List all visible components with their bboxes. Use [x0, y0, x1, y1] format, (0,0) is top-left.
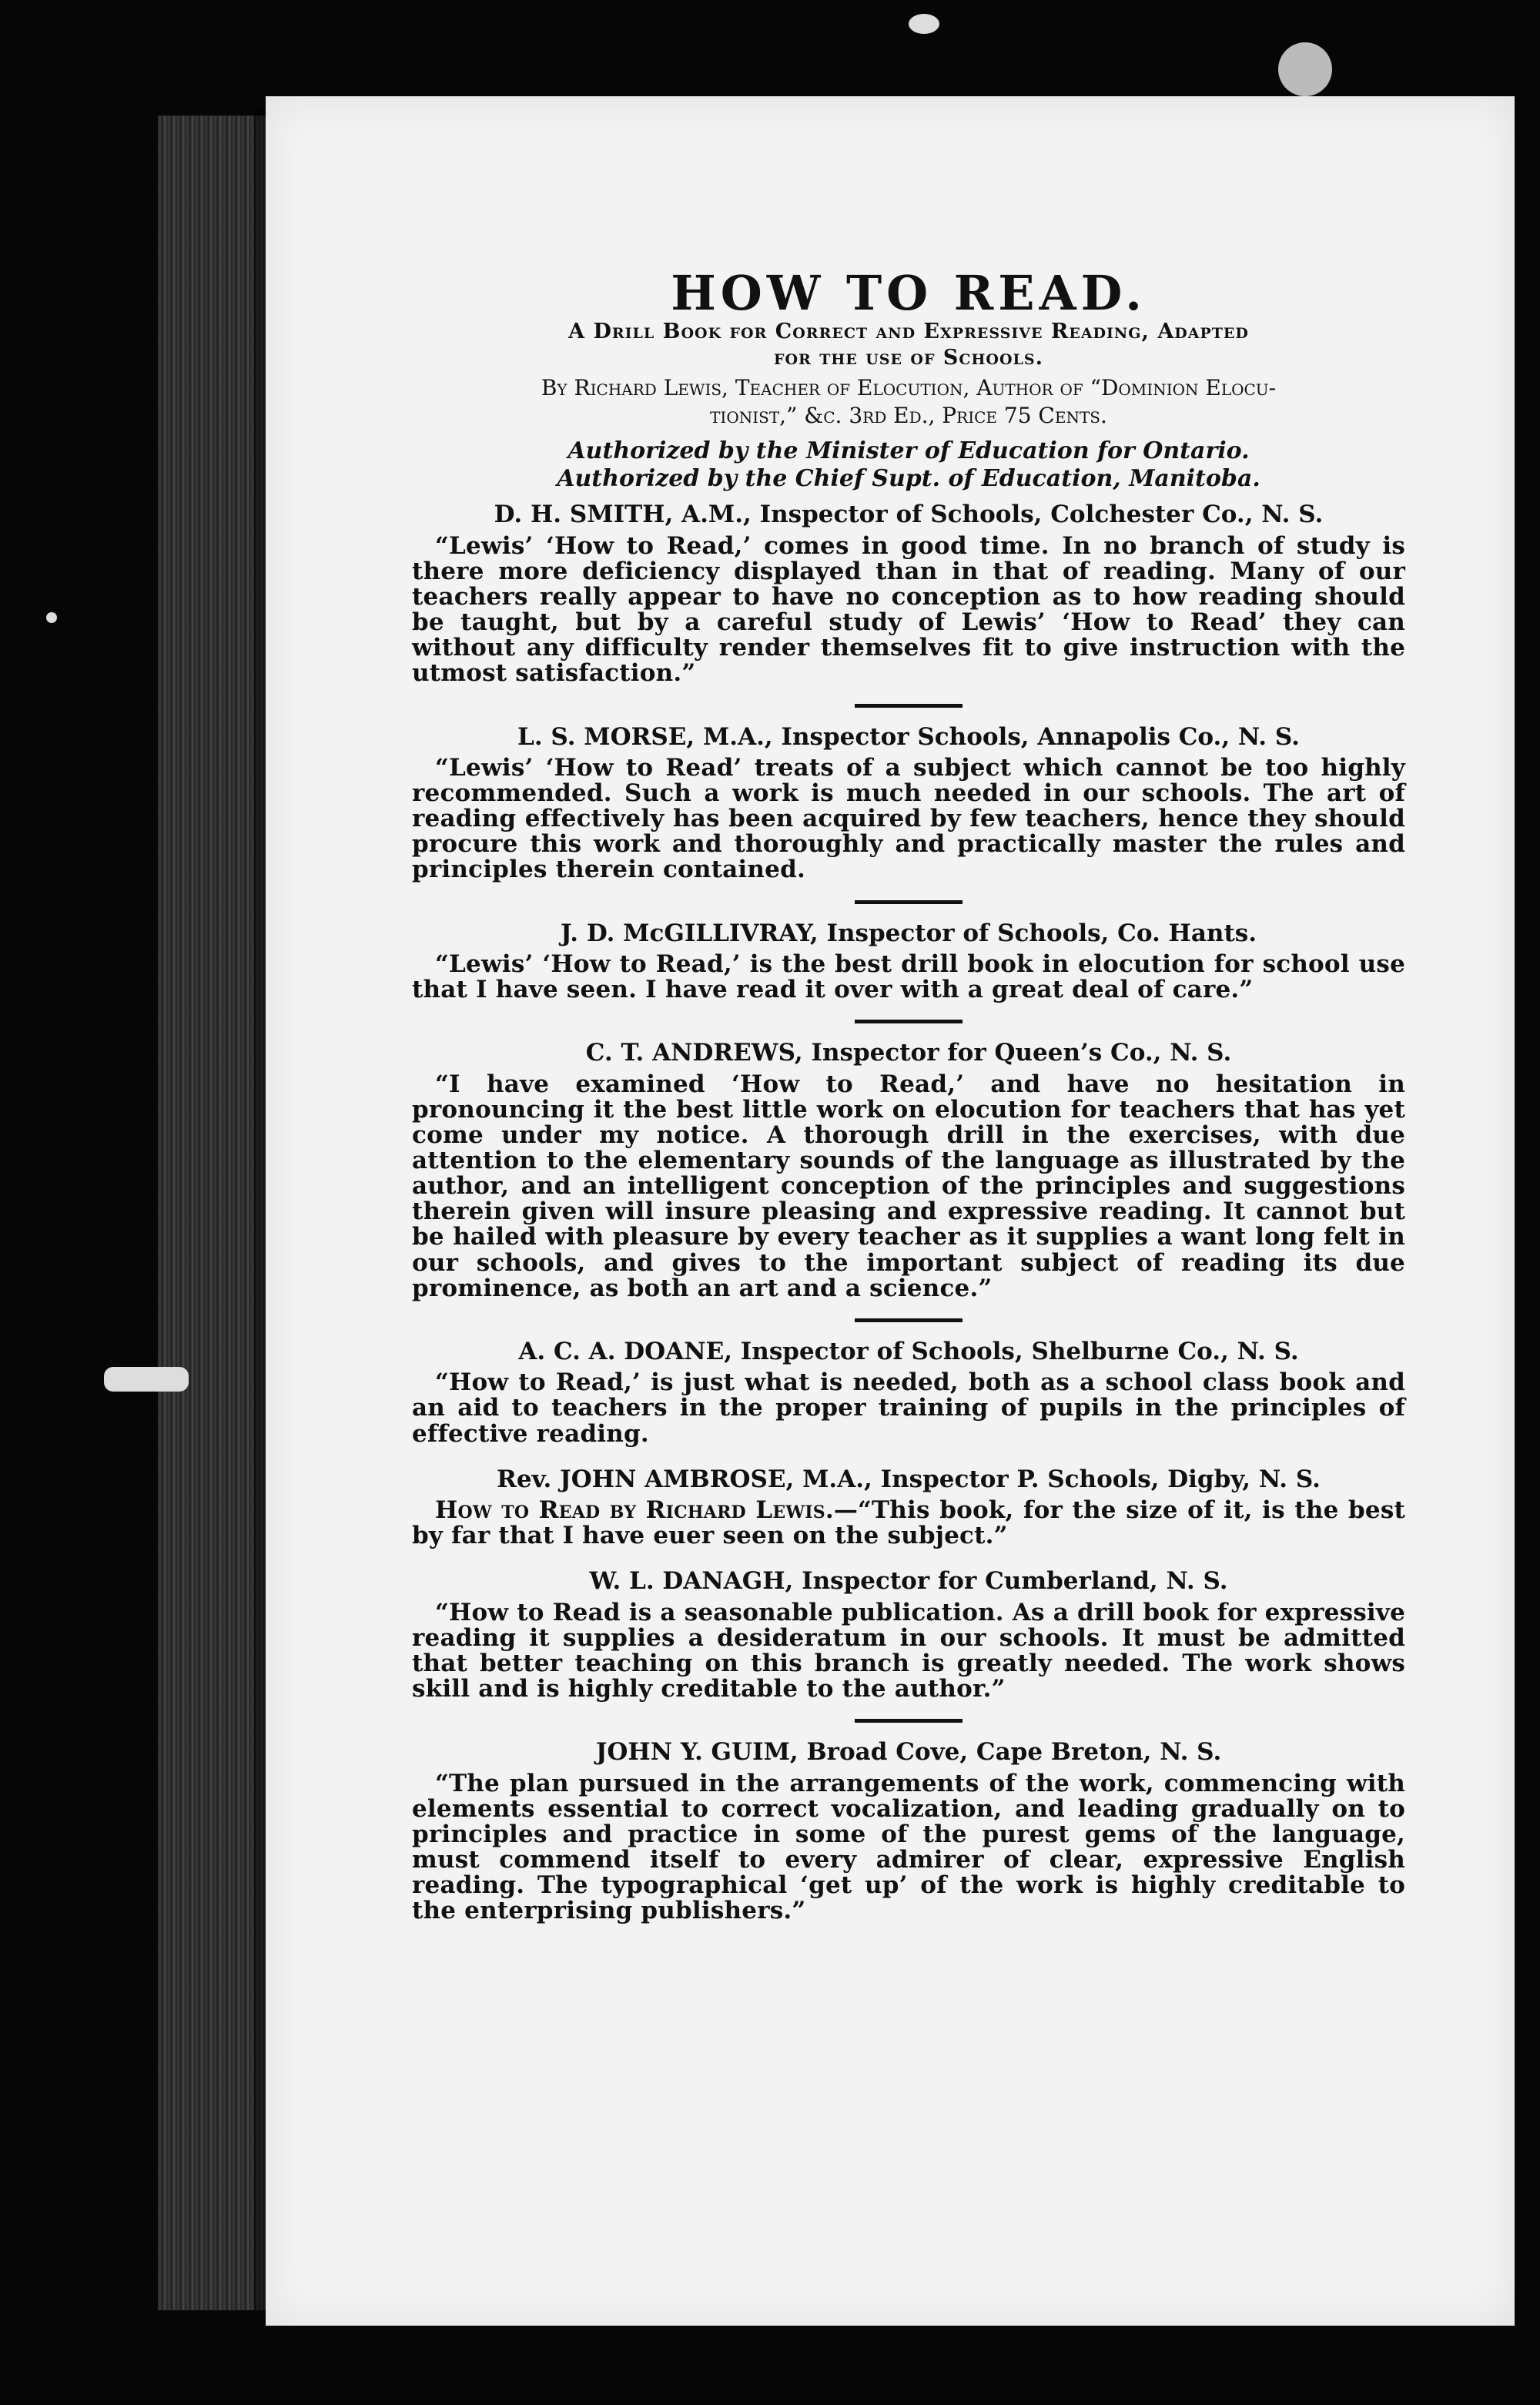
book-page [266, 96, 1515, 2326]
byline-line-2: tionist,” &c. 3rd Ed., Price 75 Cents. [710, 402, 1107, 428]
testimonial-author: L. S. MORSE, M.A., Inspector Schools, Annapolis Co., N. S. [517, 722, 1300, 751]
testimonial-text: “Lewis’ ‘How to Read,’ is the best drill book in elocution for school use that I have seen. I have read it over with a great deal of care.” [412, 950, 1405, 1004]
divider-rule [855, 704, 962, 708]
testimonial-author: C. T. ANDREWS, Inspector for Queen’s Co., N. S. [585, 1039, 1232, 1067]
divider-rule [855, 1318, 962, 1322]
testimonial-text: “Lewis’ ‘How to Read’ treats of a subject which cannot be too highly recommended. Such a work is much needed in our schools. The art of reading effectively has been acquired by few teachers, hence they should procure this work and thoroughly and practically master the rules and principles therein contained. [412, 753, 1405, 884]
testimonial-author: Rev. JOHN AMBROSE, M.A., Inspector P. Schools, Digby, N. S. [497, 1465, 1321, 1493]
divider-rule [855, 1020, 962, 1023]
authorized-manitoba: Authorized by the Chief Supt. of Education, Manitoba. [557, 465, 1260, 493]
divider-rule [855, 900, 962, 904]
byline-line-1: By Richard Lewis, Teacher of Elocution, Author of “Dominion Elocu- [541, 374, 1277, 400]
page-content [412, 265, 1405, 1925]
authorized-ontario: Authorized by the Minister of Education for Ontario. [567, 437, 1250, 465]
testimonial-author: W. L. DANAGH, Inspector for Cumberland, N. S. [589, 1567, 1228, 1596]
spacer [412, 1447, 1405, 1458]
testimonial-text-body: —“This book, for the size of it, is the best by far that I have euer seen on the subject.” [412, 1496, 1405, 1550]
testimonial-author: JOHN Y. GUIM, Broad Cove, Cape Breton, N. S. [595, 1738, 1222, 1767]
testimonial-author: J. D. McGILLIVRAY, Inspector of Schools, Co. Hants. [560, 919, 1257, 947]
subtitle-line-2: for the use of Schools. [774, 345, 1043, 370]
spacer [412, 1549, 1405, 1559]
subtitle-line-1: A Drill Book for Correct and Expressive Reading, Adapted [568, 320, 1249, 343]
testimonial-text [412, 1498, 1405, 1549]
dust-speck [1278, 42, 1332, 96]
testimonial-text: “How to Read,’ is just what is needed, both as a school class book and an aid to teachers in the proper training of pupils in the principles of effective reading. [412, 1368, 1405, 1448]
book-reference: How to Read by Richard Lewis. [435, 1496, 834, 1524]
page-title: HOW TO READ. [671, 265, 1147, 321]
testimonial-author: A. C. A. DOANE, Inspector of Schools, Shelburne Co., N. S. [518, 1337, 1299, 1365]
dust-speck [104, 1367, 189, 1392]
testimonial-text: “Lewis’ ‘How to Read,’ comes in good time. In no branch of study is there more deficiency displayed than in that of reading. Many of our teachers really appear to have no conception as to how reading should be taught, but by a careful study of Lewis’ ‘How to Read’ they can without any difficulty render themselves fit to give instruction with the utmost satisfaction.” [412, 531, 1405, 688]
testimonial-author: D. H. SMITH, A.M., Inspector of Schools, Colchester Co., N. S. [494, 501, 1324, 529]
testimonial-text: “The plan pursued in the arrangements of the work, commencing with elements essential to correct vocalization, and leading gradually on to principles and practice in some of the purest gems of the language, must commend itself to every admirer of clear, expressive English reading. The typographical ‘get up’ of the work is highly creditable to the enterprising publishers.” [412, 1769, 1405, 1925]
testimonial-text: “How to Read is a seasonable publication. As a drill book for expressive reading it supplies a desideratum in our schools. It must be admitted that better teaching on this branch is greatly needed. The work shows skill and is highly creditable to the author.” [412, 1598, 1405, 1703]
testimonial-text: “I have examined ‘How to Read,’ and have no hesitation in pronouncing it the best little work on elocution for teachers that has yet come under my notice. A thorough drill in the exercises, with due attention to the elementary sounds of the language as illustrated by the author, and an intelligent conception of the principles and suggestions therein given will insure pleasing and expressive reading. It cannot but be hailed with pleasure by every teacher as it supplies a want long felt in our schools, and gives to the important subject of reading its due prominence, as both an art and a science.” [412, 1070, 1405, 1302]
divider-rule [855, 1719, 962, 1723]
dust-speck [46, 612, 57, 623]
dust-speck [909, 14, 939, 34]
